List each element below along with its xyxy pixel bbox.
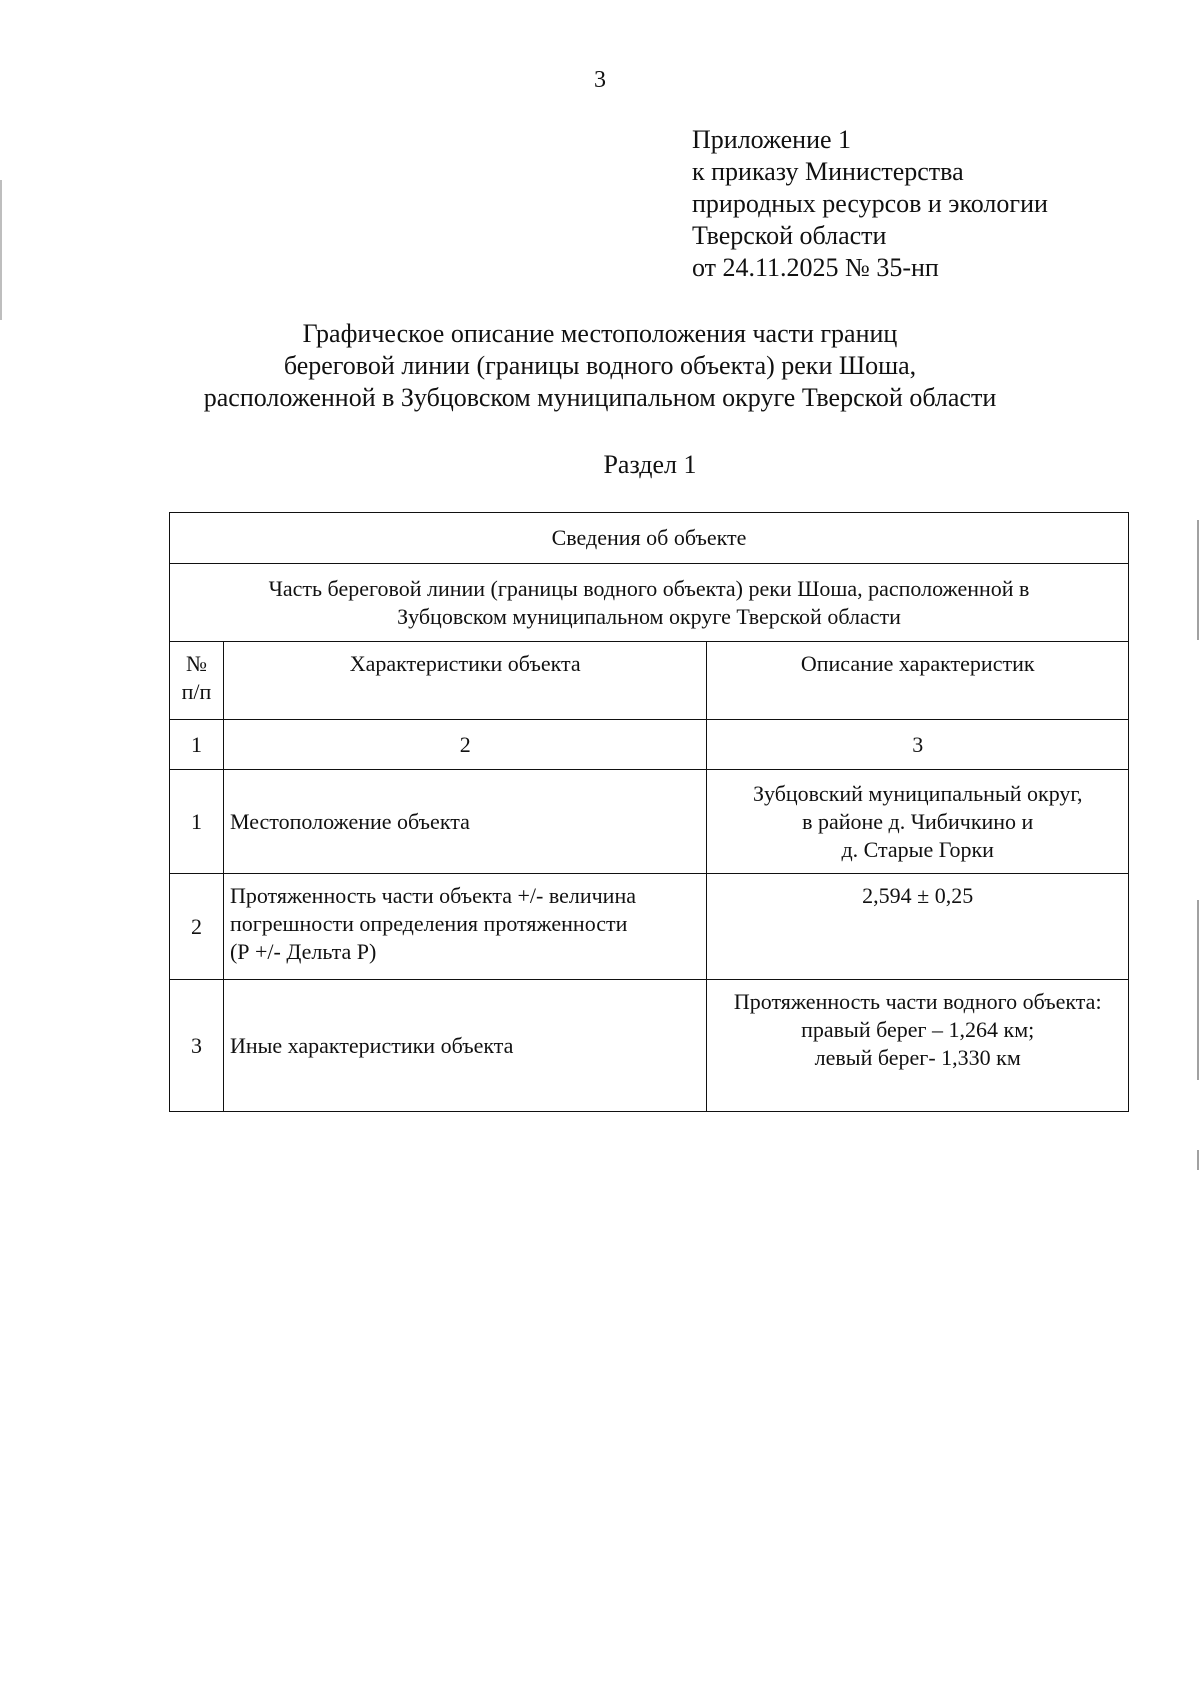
column-header-row	[170, 642, 1129, 720]
column-number-row	[170, 720, 1129, 770]
appendix-line: от 24.11.2025 № 35-нп	[692, 253, 939, 282]
row-description	[707, 770, 1129, 874]
row-description-line: левый берег- 1,330 км	[814, 1045, 1021, 1070]
title-line: Графическое описание местоположения части границ	[302, 319, 898, 348]
table-row	[170, 980, 1129, 1112]
appendix-line: к приказу Министерства	[692, 157, 964, 186]
appendix-line: Тверской области	[692, 221, 887, 250]
row-characteristic-line: Протяженность части объекта +/- величина	[229, 883, 636, 908]
column-header-number-line2: п/п	[181, 679, 212, 704]
section-title: Раздел 1	[603, 450, 697, 479]
column-number: 3	[707, 720, 1129, 770]
row-characteristic	[223, 874, 706, 980]
column-header-description: Описание характеристик	[707, 642, 1129, 720]
object-name-line: Часть береговой линии (границы водного объекта) реки Шоша, расположенной в	[268, 575, 1030, 601]
title-line: береговой линии (границы водного объекта) реки Шоша,	[283, 351, 917, 380]
title-line: расположенной в Зубцовском муниципальном округе Тверской области	[203, 383, 997, 412]
row-description	[707, 980, 1129, 1112]
appendix-line: Приложение 1	[692, 125, 852, 154]
object-info-table	[169, 512, 1129, 1112]
row-characteristic: Местоположение объекта	[223, 770, 706, 874]
object-name-line: Зубцовском муниципальном округе Тверской области	[397, 603, 901, 629]
table-row	[170, 874, 1129, 980]
column-header-characteristics: Характеристики объекта	[223, 642, 706, 720]
row-description-line: правый берег – 1,264 км;	[801, 1017, 1035, 1042]
row-description-line: Зубцовский муниципальный округ,	[752, 780, 1083, 806]
scan-edge-mark	[1197, 520, 1199, 640]
appendix-line: природных ресурсов и экологии	[692, 189, 1048, 218]
document-title	[0, 318, 1200, 414]
appendix-block	[692, 124, 1048, 284]
column-number: 1	[170, 720, 224, 770]
scan-edge-mark	[1197, 900, 1199, 1080]
object-name-row	[170, 564, 1129, 642]
row-number: 1	[170, 770, 224, 874]
row-description-line: д. Старые Горки	[841, 836, 994, 862]
row-characteristic-line: погрешности определения протяженности	[229, 911, 628, 936]
column-header-number-line1: №	[185, 651, 207, 676]
table-header-row	[170, 513, 1129, 564]
column-number: 2	[223, 720, 706, 770]
row-description-line: Протяженность части водного объекта:	[733, 989, 1102, 1014]
row-description-line: в районе д. Чибичкино и	[802, 808, 1034, 834]
table-header: Сведения об объекте	[170, 513, 1129, 564]
row-number: 2	[170, 874, 224, 980]
page-number: 3	[594, 67, 606, 93]
scan-edge-mark	[1197, 1150, 1199, 1170]
object-name-cell	[170, 564, 1129, 642]
scan-edge-mark	[0, 180, 2, 320]
row-characteristic-line: (Р +/- Дельта Р)	[229, 939, 377, 964]
row-characteristic: Иные характеристики объекта	[223, 980, 706, 1112]
row-description: 2,594 ± 0,25	[707, 874, 1129, 980]
column-header-number	[170, 642, 224, 720]
row-number: 3	[170, 980, 224, 1112]
table-row	[170, 770, 1129, 874]
